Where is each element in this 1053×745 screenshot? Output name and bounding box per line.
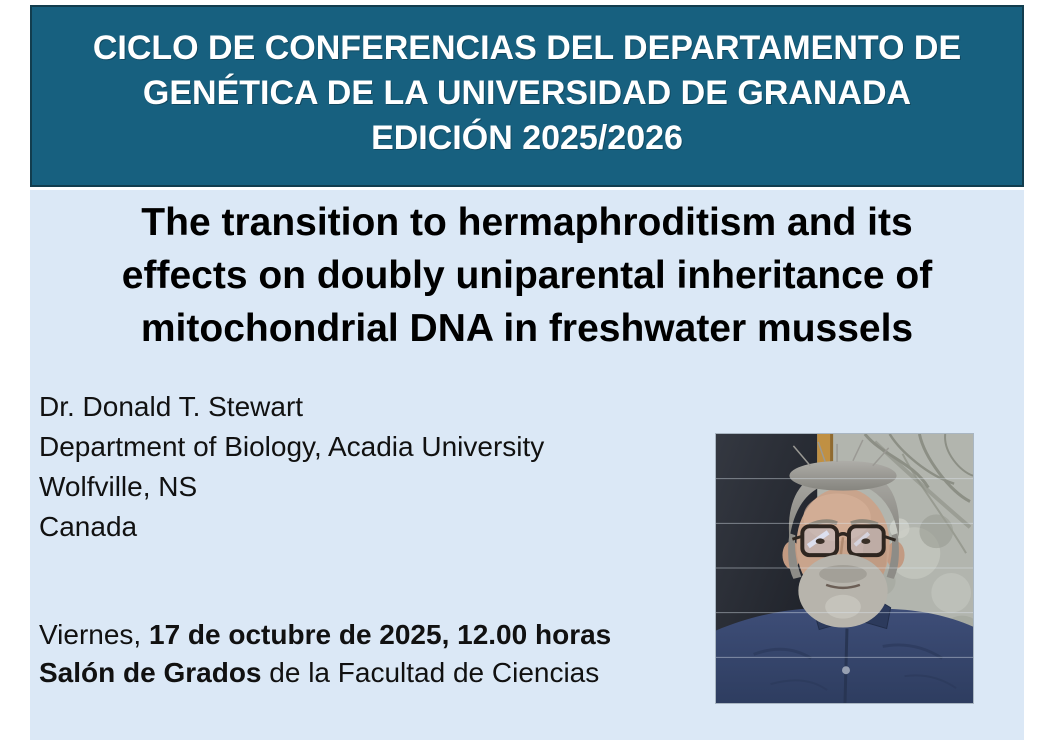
header-line-1: CICLO DE CONFERENCIAS DEL DEPARTAMENTO DE — [92, 29, 962, 67]
event-day: Viernes, — [39, 619, 149, 650]
speaker-city: Wolfville, NS — [39, 471, 198, 502]
talk-title-line-3: mitochondrial DNA in freshwater mussels — [140, 307, 914, 350]
event-venue-rest: de la Facultad de Ciencias — [261, 657, 600, 688]
speaker-name: Dr. Donald T. Stewart — [39, 391, 304, 422]
eye-right — [861, 538, 870, 544]
speaker-info — [39, 387, 544, 547]
shirt-button — [842, 666, 850, 674]
eye-left — [816, 538, 825, 544]
header-banner — [30, 5, 1024, 187]
speaker-portrait-illustration — [716, 434, 973, 703]
event-info — [39, 616, 611, 692]
event-datetime-line — [39, 616, 611, 654]
talk-title — [30, 190, 1024, 355]
hair-top — [789, 461, 896, 491]
event-venue: Salón de Grados — [39, 657, 262, 688]
event-datetime: 17 de octubre de 2025, 12.00 horas — [149, 619, 612, 650]
talk-title-line-2: effects on doubly uniparental inheritance of — [121, 254, 933, 297]
poster-body — [30, 190, 1024, 740]
talk-title-line-1: The transition to hermaphroditism and its — [141, 201, 913, 244]
speaker-affiliation: Department of Biology, Acadia University — [39, 431, 545, 462]
speaker-photo — [715, 433, 974, 704]
shirt-placket — [845, 629, 847, 703]
chin-highlight — [825, 595, 861, 619]
header-line-2: GENÉTICA DE LA UNIVERSIDAD DE GRANADA — [142, 74, 912, 112]
header-line-3: EDICIÓN 2025/2026 — [371, 119, 683, 157]
speaker-country: Canada — [39, 511, 138, 542]
event-venue-line — [39, 654, 611, 692]
